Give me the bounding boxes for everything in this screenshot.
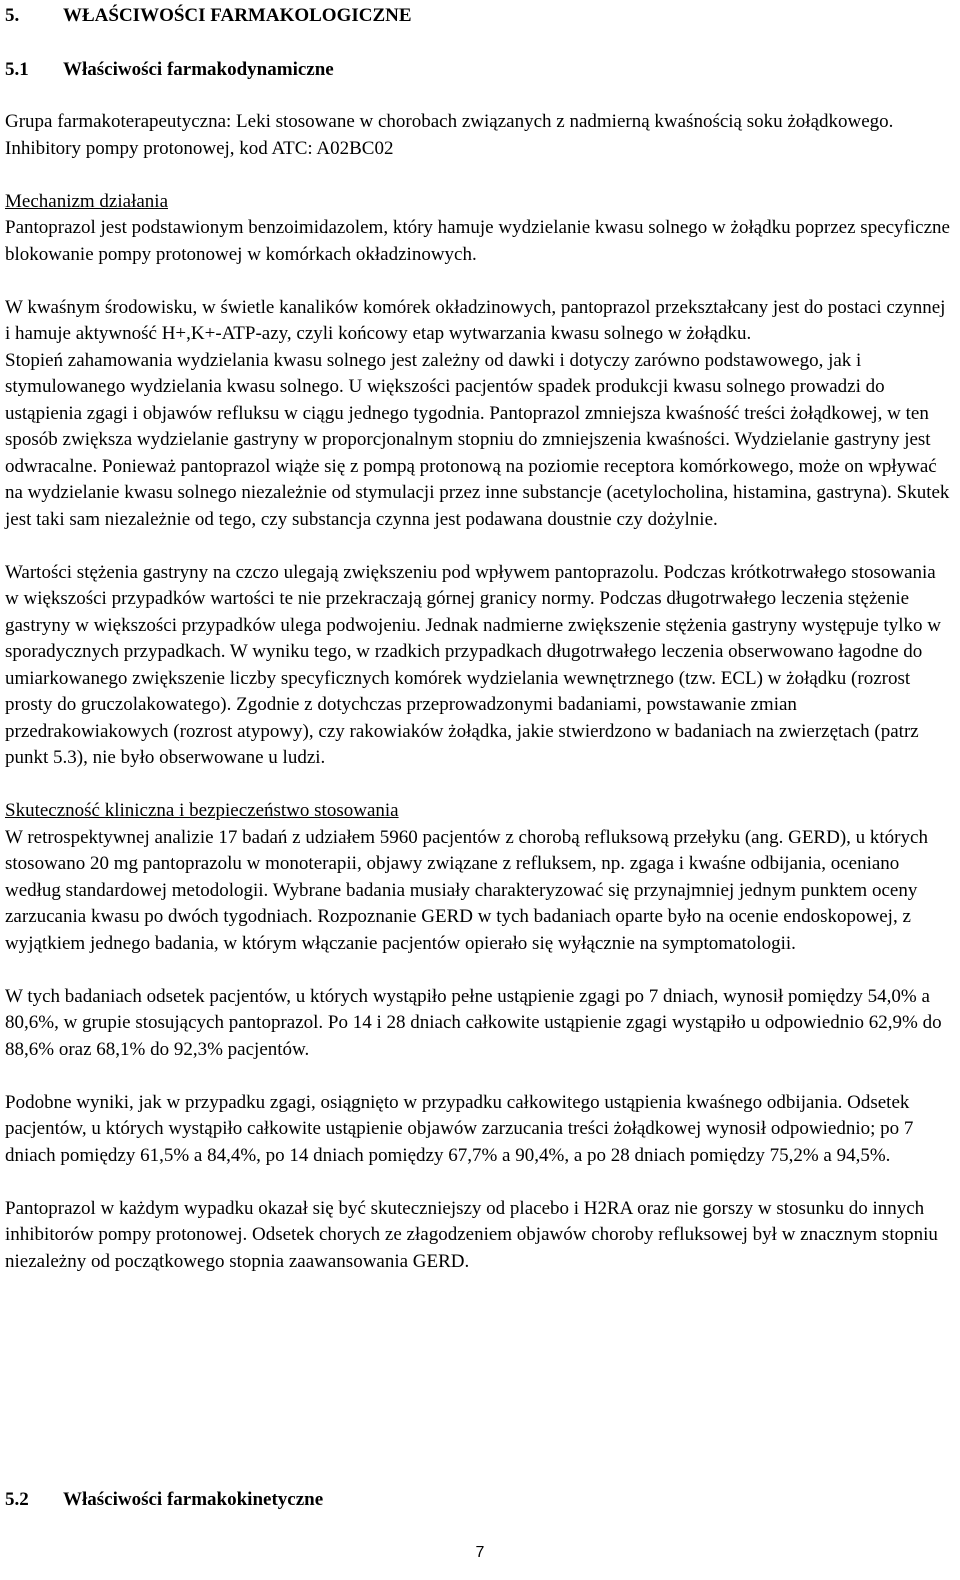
section-5-1-number: 5.1 (5, 59, 29, 80)
mechanism-heading: Mechanizm działania (5, 190, 169, 212)
paragraph-inhibition: Stopień zahamowania wydzielania kwasu solnego jest zależny od dawki i dotyczy zarówno podstawowego, jak i stymulowanego wydzielania kwasu solnego. U większości pacjentów spadek produkcji kwasu solnego prowadzi do ustąpienia zgagi i objawów refluksu w ciągu jednego tygodnia. Pantoprazol zmniejsza kwaśność treści żołądkowej, w ten sposób zwiększa wydzielanie gastryny w proporcjonalnym stopniu do zmniejszenia kwaśności. Wydzielanie gastryny jest odwracalne. Ponieważ pantoprazol wiąże się z pompą protonową na poziomie receptora komórkowego, może on wpływać na wydzielanie kwasu solnego niezależnie od stymulacji przez inne substancje (acetylocholina, histamina, gastryna). Skutek jest taki sam niezależnie od tego, czy substancja czynna jest podawana doustnie czy dożylnie. (5, 349, 950, 530)
paragraph-active-form: W kwaśnym środowisku, w świetle kanalików komórek okładzinowych, pantoprazol przekształcany jest do postaci czynnej i hamuje aktywność H+,K+-ATP-azy, czyli końcowy etap wytwarzania kwasu solnego w żołądku. (5, 296, 946, 344)
mechanism-text: Pantoprazol jest podstawionym benzoimidazolem, który hamuje wydzielanie kwasu solnego w żołądku poprzez specyficzne blokowanie pompy protonowej w komórkach okładzinowych. (5, 217, 950, 265)
section-5-title: WŁAŚCIWOŚCI FARMAKOLOGICZNE (63, 5, 412, 26)
section-5-1-title: Właściwości farmakodynamiczne (63, 59, 334, 80)
section-5-2-number: 5.2 (5, 1489, 29, 1510)
section-5-1-heading (5, 57, 334, 84)
pharmacotherapeutic-group: Grupa farmakoterapeutyczna: Leki stosowane w chorobach związanych z nadmierną kwaśnością soku żołądkowego. Inhibitory pompy protonowej, kod ATC: A02BC02 (5, 111, 894, 159)
section-5-2-heading (5, 1487, 323, 1514)
paragraph-gastrin: Wartości stężenia gastryny na czczo ulegają zwiększeniu pod wpływem pantoprazolu. Podczas krótkotrwałego stosowania w większości przypadków wartości te nie przekraczają górnej granicy normy. Podczas długotrwałego leczenia stężenie gastryny w większości przypadków ulega podwojeniu. Jednak nadmierne zwiększenie stężenia gastryny występuje tylko w sporadycznych przypadkach. W wyniku tego, w rzadkich przypadkach długotrwałego leczenia obserwowano łagodne do umiarkowanego zwiększenie liczby specyficznych komórek wydzielania wewnętrznego (tzw. ECL) w żołądku (rozrost prosty do gruczolakowatego). Zgodnie z dotychczas przeprowadzonymi badaniami, powstawanie zmian przedrakowiakowych (rozrost atypowy), czy rakowiaków żołądka, jakie stwierdzono w badaniach na zwierzętach (patrz punkt 5.3), nie było obserwowane u ludzi. (5, 561, 942, 768)
section-5-number: 5. (5, 5, 20, 26)
section-5-2-title: Właściwości farmakokinetyczne (63, 1489, 324, 1510)
section-5-1-body (5, 109, 953, 1275)
efficacy-heading: Skuteczność kliniczna i bezpieczeństwo stosowania (5, 800, 399, 821)
section-5-heading (5, 3, 412, 30)
paragraph-heartburn-results: W tych badaniach odsetek pacjentów, u których wystąpiło pełne ustąpienie zgagi po 7 dniach, wynosił pomiędzy 54,0% a 80,6%, w grupie stosujących pantoprazol. Po 14 i 28 dniach całkowite ustąpienie zgagi wystąpiło u odpowiednio 62,9% do 88,6% oraz 68,1% do 92,3% pacjentów. (5, 985, 942, 1060)
efficacy-text: W retrospektywnej analizie 17 badań z udziałem 5960 pacjentów z chorobą refluksową przełyku (ang. GERD), u których stosowano 20 mg pantoprazolu w monoterapii, objawy związane z refluksem, np. zgaga i kwaśne odbijania, oceniano według standardowej metodologii. Wybrane badania musiały charakteryzować się przynajmniej jednym punktem oceny zarzucania kwasu po dwóch tygodniach. Rozpoznanie GERD w tych badaniach oparte było na ocenie endoskopowej, z wyjątkiem jednego badania, w którym włączanie pacjentów opierało się wyłącznie na symptomatologii. (5, 826, 928, 954)
paragraph-acid-regurgitation: Podobne wyniki, jak w przypadku zgagi, osiągnięto w przypadku całkowitego ustąpienia kwaśnego odbijania. Odsetek pacjentów, u których wystąpiło całkowite ustąpienie objawów zarzucania treści żołądkowej wynosił odpowiednio; po 7 dniach pomiędzy 61,5% a 84,4%, po 14 dniach pomiędzy 67,7% a 90,4%, a po 28 dniach pomiędzy 75,2% a 94,5%. (5, 1091, 914, 1166)
paragraph-comparison: Pantoprazol w każdym wypadku okazał się być skuteczniejszy od placebo i H2RA oraz nie gorszy w stosunku do innych inhibitorów pompy protonowej. Odsetek chorych ze złagodzeniem objawów choroby refluksowej był w znacznym stopniu niezależny od początkowego stopnia zaawansowania GERD. (5, 1197, 938, 1272)
page-number: 7 (475, 1544, 485, 1561)
